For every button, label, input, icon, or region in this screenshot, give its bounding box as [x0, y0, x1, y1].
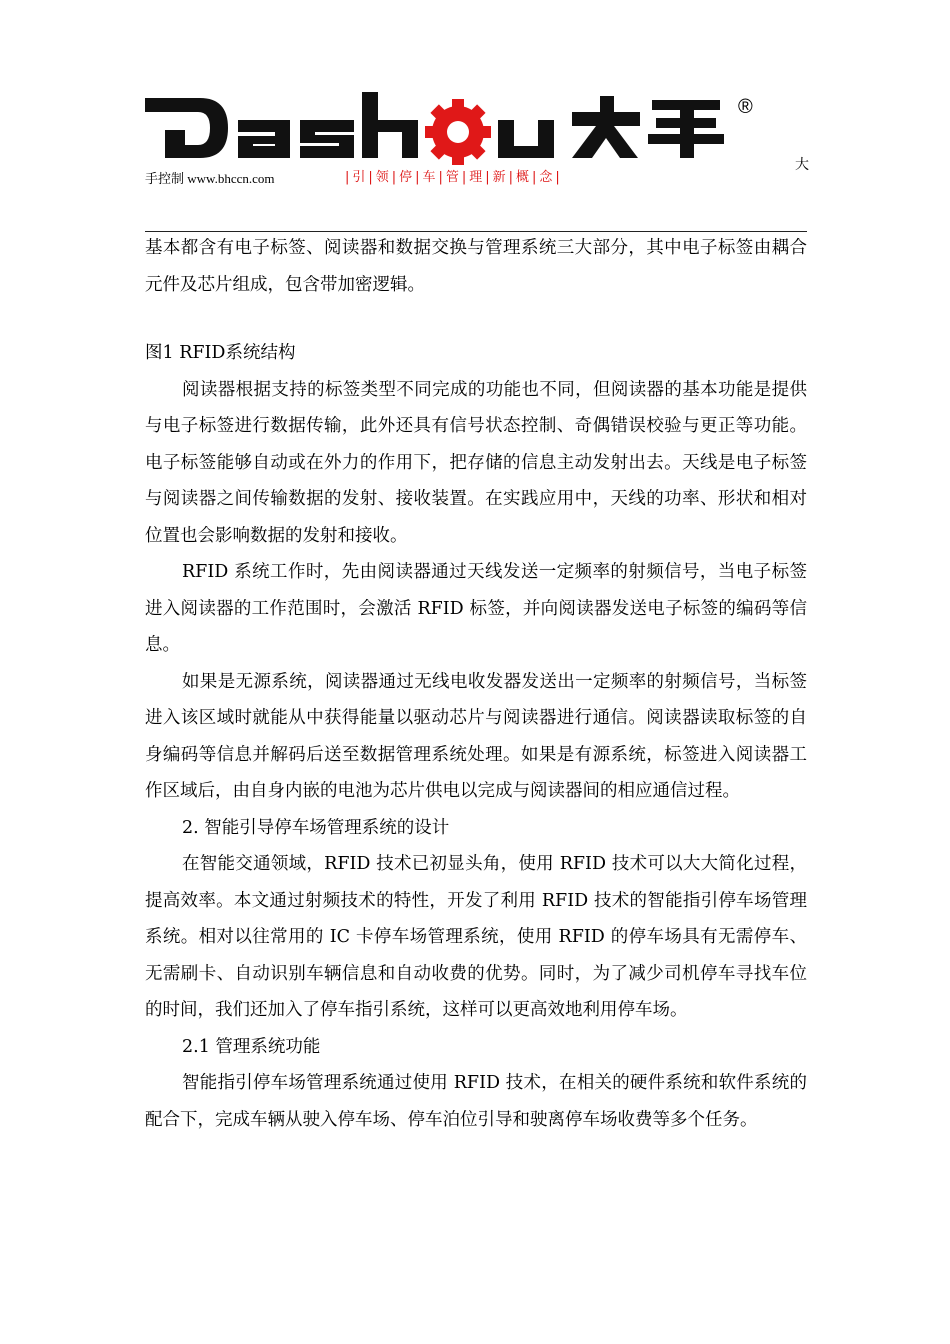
paragraph-5: 在智能交通领域，RFID 技术已初显头角，使用 RFID 技术可以大大简化过程，提高效率。本文通过射频技术的特性，开发了利用 RFID 技术的智能指引停车场管理系统。相对以往常用的 IC 卡停车场管理系统，使用 RFID 的停车场具有无需停车、无需刷卡、自动识别车辆信息和自动收费的优势。同时，为了减少司机停车寻找车位的时间，我们还加入了停车指引系统，这样可以更高效地利用停车场。	[145, 854, 807, 1020]
document-body	[145, 230, 807, 1138]
header-right-char: 大	[795, 157, 809, 173]
page-header	[0, 0, 950, 240]
section-heading-2: 2. 智能引导停车场管理系统的设计	[182, 817, 450, 838]
figure-caption: 图1 RFID系统结构	[145, 343, 296, 363]
paragraph-4: 如果是无源系统，阅读器通过无线电收发器发送出一定频率的射频信号，当标签进入该区域时就能从中获得能量以驱动芯片与阅读器进行通信。阅读器读取标签的自身编码等信息并解码后送至数据管理系统处理。如果是有源系统，标签进入阅读器工作区域后，由自身内嵌的电池为芯片供电以完成与阅读器间的相应通信过程。	[145, 671, 807, 801]
registered-mark: ®	[738, 96, 753, 118]
company-website: 手控制 www.bhccn.com	[145, 171, 275, 186]
dashou-logo	[140, 90, 740, 165]
section-heading-2-1: 2.1 管理系统功能	[182, 1036, 321, 1057]
paragraph-3: RFID 系统工作时，先由阅读器通过天线发送一定频率的射频信号，当电子标签进入阅读器的工作范围时，会激活 RFID 标签，并向阅读器发送电子标签的编码等信息。	[145, 562, 807, 655]
slogan: |引|领|停|车|管|理|新|概|念|	[345, 170, 563, 185]
paragraph-6: 智能指引停车场管理系统通过使用 RFID 技术，在相关的硬件系统和软件系统的配合下，完成车辆从驶入停车场、停车泊位引导和驶离停车场收费等多个任务。	[145, 1073, 807, 1130]
paragraph-2: 阅读器根据支持的标签类型不同完成的功能也不同，但阅读器的基本功能是提供与电子标签进行数据传输，此外还具有信号状态控制、奇偶错误校验与更正等功能。电子标签能够自动或在外力的作用下，把存储的信息主动发射出去。天线是电子标签与阅读器之间传输数据的发射、接收装置。在实践应用中，天线的功率、形状和相对位置也会影响数据的发射和接收。	[145, 379, 807, 546]
paragraph-1: 基本都含有电子标签、阅读器和数据交换与管理系统三大部分，其中电子标签由耦合元件及芯片组成，包含带加密逻辑。	[145, 238, 807, 295]
spacer	[145, 303, 807, 335]
